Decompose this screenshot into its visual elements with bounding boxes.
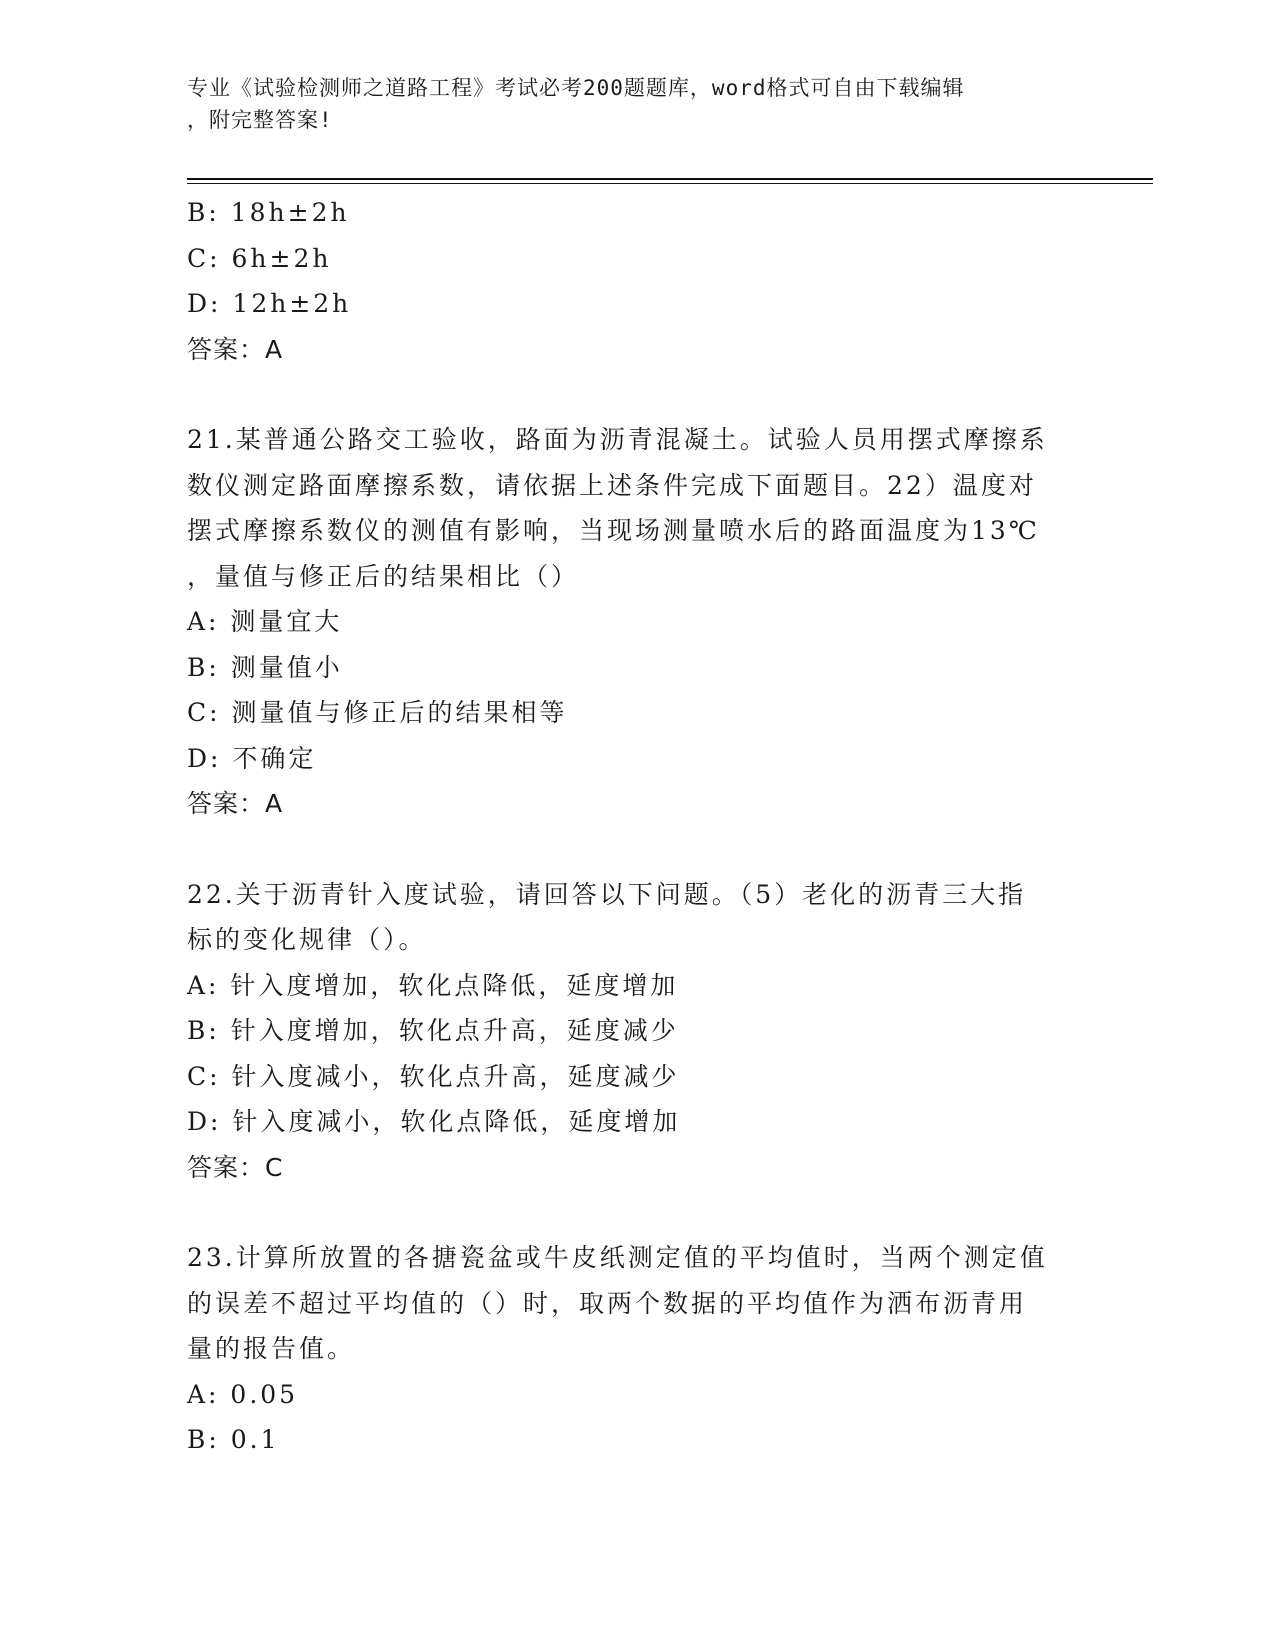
question-21 [187, 417, 1087, 827]
question-stem-line: 摆式摩擦系数仪的测值有影响，当现场测量喷水后的路面温度为13℃ [187, 516, 1040, 545]
option-d: D: 12h±2h [187, 289, 352, 318]
option-d: D: 不确定 [187, 743, 317, 773]
question-content [187, 190, 1087, 1463]
option-a: A: 0.05 [187, 1379, 299, 1409]
question-stem-line: 数仪测定路面摩擦系数，请依据上述条件完成下面题目。22）温度对 [187, 470, 1037, 500]
header-divider [187, 178, 1153, 180]
answer-line: 答案：C [187, 1152, 284, 1182]
option-b: B: 0.1 [187, 1425, 280, 1454]
question-stem-line: 22.关于沥青针入度试验，请回答以下问题。（5）老化的沥青三大指 [187, 879, 1027, 909]
option-b: B: 测量值小 [187, 652, 343, 682]
question-stem-line: 的误差不超过平均值的（）时，取两个数据的平均值作为洒布沥青用 [187, 1288, 1028, 1318]
option-b: B: 18h±2h [187, 198, 350, 227]
question-22 [187, 872, 1087, 1191]
header-title-line1: 专业《试验检测师之道路工程》考试必考200题题库，word格式可自由下载编辑 [187, 76, 965, 100]
prev-question-block [187, 190, 1087, 372]
option-a: A: 针入度增加，软化点降低，延度增加 [187, 970, 679, 1000]
option-a: A: 测量宜大 [187, 607, 343, 636]
option-c: C: 6h±2h [187, 243, 332, 273]
question-23 [187, 1235, 1087, 1463]
question-stem-line: 标的变化规律（）。 [187, 925, 427, 954]
header-title-line2: ，附完整答案! [187, 108, 333, 132]
question-stem-line: 23.计算所放置的各搪瓷盆或牛皮纸测定值的平均值时，当两个测定值 [187, 1243, 1048, 1272]
question-stem-line: 量的报告值。 [187, 1334, 356, 1363]
document-header [187, 72, 1067, 136]
option-d: D: 针入度减小，软化点降低，延度增加 [187, 1107, 681, 1136]
header-divider-thin [187, 183, 1153, 184]
option-c: C: 针入度减小，软化点升高，延度减少 [187, 1061, 680, 1091]
answer-line: 答案：A [187, 334, 284, 364]
option-b: B: 针入度增加，软化点升高，延度减少 [187, 1016, 679, 1045]
answer-line: 答案：A [187, 789, 284, 818]
question-stem-line: 21.某普通公路交工验收，路面为沥青混凝土。试验人员用摆式摩擦系 [187, 425, 1048, 454]
question-stem-line: ，量值与修正后的结果相比（） [187, 561, 580, 591]
option-c: C: 测量值与修正后的结果相等 [187, 698, 568, 727]
